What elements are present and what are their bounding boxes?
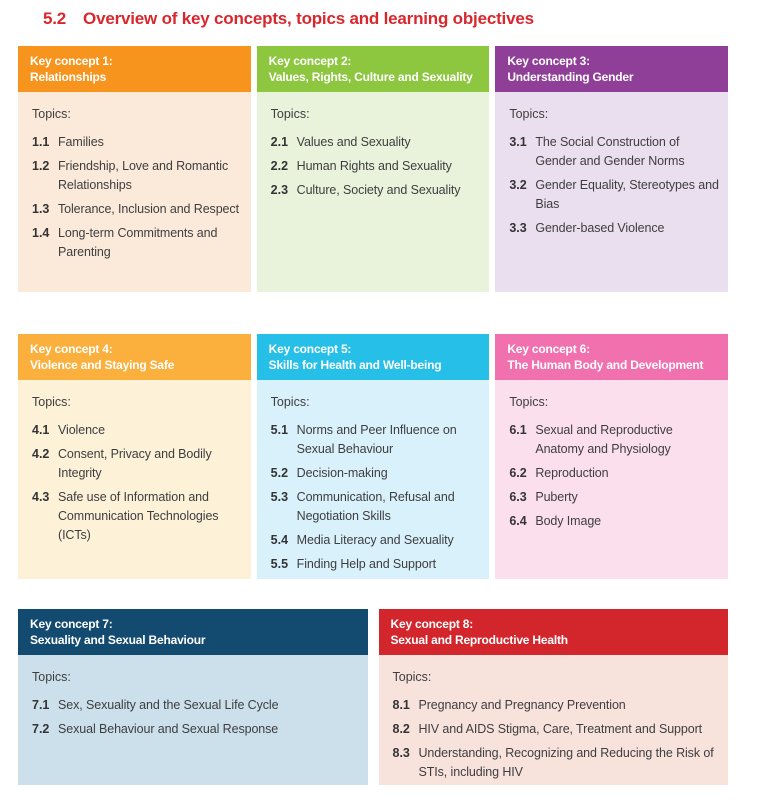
topic-item xyxy=(271,464,482,483)
topic-text: Friendship, Love and Romantic Relationships xyxy=(58,159,229,192)
topic-item xyxy=(393,720,721,739)
key-concept-header xyxy=(257,46,490,92)
topic-number: 8.2 xyxy=(392,722,410,736)
topic-number: 7.2 xyxy=(32,722,50,736)
topic-number: 1.4 xyxy=(32,226,50,240)
section-number: 5.2 xyxy=(43,9,67,28)
topic-number: 2.2 xyxy=(270,159,289,173)
topic-item xyxy=(271,181,482,200)
key-concept-name: Relationships xyxy=(30,70,107,84)
topic-text: Decision-making xyxy=(296,466,388,480)
topic-text: Gender Equality, Stereotypes and Bias xyxy=(535,178,719,211)
key-concept-label: Key concept 8: xyxy=(390,617,474,631)
topics-panel xyxy=(495,92,728,292)
key-concept-label: Key concept 6: xyxy=(507,342,590,356)
topic-number: 7.1 xyxy=(32,698,50,712)
key-concept-name: The Human Body and Development xyxy=(507,358,704,372)
topic-number: 2.1 xyxy=(270,135,289,149)
key-concept-header xyxy=(18,334,251,380)
topic-text: Sexual and Reproductive Anatomy and Physiology xyxy=(535,423,673,456)
topic-item xyxy=(32,421,243,440)
topic-number: 2.3 xyxy=(270,183,289,197)
topic-item xyxy=(509,133,720,171)
topic-text: Pregnancy and Pregnancy Prevention xyxy=(418,698,626,712)
topic-item xyxy=(271,421,482,459)
topic-item xyxy=(271,157,482,176)
key-concept-name: Skills for Health and Well-being xyxy=(268,358,442,372)
topics-panel xyxy=(257,380,490,579)
topic-text: The Social Construction of Gender and Gender Norms xyxy=(535,135,685,168)
topics-panel xyxy=(257,92,490,292)
topics-label: Topics: xyxy=(32,107,71,121)
key-concept-name: Values, Rights, Culture and Sexuality xyxy=(268,70,473,84)
topic-item xyxy=(32,488,243,545)
topic-item xyxy=(509,464,720,483)
key-concept-name: Sexuality and Sexual Behaviour xyxy=(30,633,206,647)
topic-list xyxy=(393,696,721,782)
key-concept-header xyxy=(18,46,251,92)
concept-row-1 xyxy=(18,46,728,292)
topics-panel xyxy=(18,655,368,785)
key-concept-header xyxy=(18,609,368,655)
topic-text: Human Rights and Sexuality xyxy=(296,159,452,173)
topic-list xyxy=(509,133,720,238)
key-concept-header xyxy=(495,46,728,92)
topic-text: Long-term Commitments and Parenting xyxy=(58,226,218,259)
topic-text: Sex, Sexuality and the Sexual Life Cycle xyxy=(58,698,279,712)
key-concept-label: Key concept 1: xyxy=(30,54,113,68)
topic-list xyxy=(32,696,360,739)
topics-panel xyxy=(18,92,251,292)
topic-item xyxy=(32,200,243,219)
topics-panel xyxy=(379,655,729,785)
key-concept-label: Key concept 7: xyxy=(30,617,113,631)
topic-list xyxy=(32,421,243,545)
topic-number: 8.3 xyxy=(392,746,410,760)
topic-number: 5.3 xyxy=(270,490,289,504)
topic-number: 6.2 xyxy=(509,466,527,480)
topic-number: 5.2 xyxy=(270,466,289,480)
topic-number: 5.1 xyxy=(270,423,289,437)
topic-item xyxy=(271,531,482,550)
topic-number: 8.1 xyxy=(392,698,410,712)
key-concept-8-card xyxy=(379,609,729,785)
topic-item xyxy=(271,488,482,526)
topic-list xyxy=(32,133,243,262)
topic-item xyxy=(32,445,243,483)
topic-text: Understanding, Recognizing and Reducing the Risk of STIs, including HIV xyxy=(418,746,714,779)
key-concept-header xyxy=(495,334,728,380)
section-title: Overview of key concepts, topics and learning objectives xyxy=(83,9,534,28)
topic-number: 6.3 xyxy=(509,490,527,504)
topic-item xyxy=(509,219,720,238)
topics-panel xyxy=(18,380,251,579)
topic-text: Norms and Peer Influence on Sexual Behaviour xyxy=(296,423,457,456)
topic-item xyxy=(271,555,482,574)
topic-item xyxy=(32,224,243,262)
topics-label: Topics: xyxy=(509,395,549,409)
key-concept-5-card xyxy=(257,334,490,579)
concept-row-3 xyxy=(18,609,728,785)
key-concept-name: Sexual and Reproductive Health xyxy=(390,633,568,647)
topic-list xyxy=(271,133,482,200)
topics-label: Topics: xyxy=(392,670,432,684)
topic-text: Culture, Society and Sexuality xyxy=(296,183,461,197)
topic-number: 1.1 xyxy=(32,135,50,149)
key-concept-label: Key concept 3: xyxy=(507,54,590,68)
concept-row-2 xyxy=(18,334,728,579)
key-concept-4-card xyxy=(18,334,251,579)
topic-text: Sexual Behaviour and Sexual Response xyxy=(58,722,279,736)
key-concept-2-card xyxy=(257,46,490,292)
topics-label: Topics: xyxy=(270,107,310,121)
topic-text: Families xyxy=(58,135,104,149)
topic-number: 6.1 xyxy=(509,423,527,437)
key-concept-label: Key concept 5: xyxy=(268,342,352,356)
topic-text: Safe use of Information and Communication Technologies (ICTs) xyxy=(58,490,219,542)
topic-item xyxy=(32,720,360,739)
section-heading xyxy=(43,9,728,29)
key-concept-name: Understanding Gender xyxy=(507,70,634,84)
topic-list xyxy=(271,421,482,574)
topic-item xyxy=(393,744,721,782)
topic-list xyxy=(509,421,720,531)
topic-item xyxy=(32,133,243,152)
topic-text: Gender-based Violence xyxy=(535,221,665,235)
topic-text: Tolerance, Inclusion and Respect xyxy=(58,202,239,216)
topics-label: Topics: xyxy=(509,107,549,121)
topic-text: Finding Help and Support xyxy=(296,557,437,571)
topic-text: Violence xyxy=(58,423,105,437)
topic-item xyxy=(32,157,243,195)
topic-item xyxy=(32,696,360,715)
topic-text: HIV and AIDS Stigma, Care, Treatment and Support xyxy=(418,722,703,736)
key-concept-7-card xyxy=(18,609,368,785)
key-concept-label: Key concept 2: xyxy=(268,54,352,68)
topic-text: Media Literacy and Sexuality xyxy=(296,533,454,547)
key-concept-label: Key concept 4: xyxy=(30,342,113,356)
topic-item xyxy=(509,488,720,507)
topic-number: 3.2 xyxy=(509,178,527,192)
topic-item xyxy=(509,421,720,459)
topic-item xyxy=(509,176,720,214)
key-concept-header xyxy=(379,609,729,655)
key-concept-header xyxy=(257,334,490,380)
topic-number: 3.1 xyxy=(509,135,527,149)
topic-text: Consent, Privacy and Bodily Integrity xyxy=(58,447,212,480)
topics-panel xyxy=(495,380,728,579)
topic-text: Reproduction xyxy=(535,466,609,480)
topic-number: 3.3 xyxy=(509,221,527,235)
topic-text: Body Image xyxy=(535,514,602,528)
key-concept-name: Violence and Staying Safe xyxy=(30,358,175,372)
topic-number: 4.2 xyxy=(32,447,50,461)
topic-number: 4.1 xyxy=(32,423,50,437)
topic-item xyxy=(271,133,482,152)
topics-label: Topics: xyxy=(32,670,71,684)
topic-text: Puberty xyxy=(535,490,578,504)
key-concept-3-card xyxy=(495,46,728,292)
topic-number: 5.4 xyxy=(270,533,289,547)
topic-number: 1.3 xyxy=(32,202,50,216)
topic-text: Values and Sexuality xyxy=(296,135,411,149)
topic-number: 6.4 xyxy=(509,514,527,528)
key-concept-6-card xyxy=(495,334,728,579)
topic-number: 4.3 xyxy=(32,490,50,504)
topics-label: Topics: xyxy=(270,395,310,409)
topics-label: Topics: xyxy=(32,395,71,409)
topic-number: 5.5 xyxy=(270,557,289,571)
topic-number: 1.2 xyxy=(32,159,50,173)
topic-item xyxy=(509,512,720,531)
topic-text: Communication, Refusal and Negotiation Skills xyxy=(296,490,455,523)
topic-item xyxy=(393,696,721,715)
key-concept-1-card xyxy=(18,46,251,292)
